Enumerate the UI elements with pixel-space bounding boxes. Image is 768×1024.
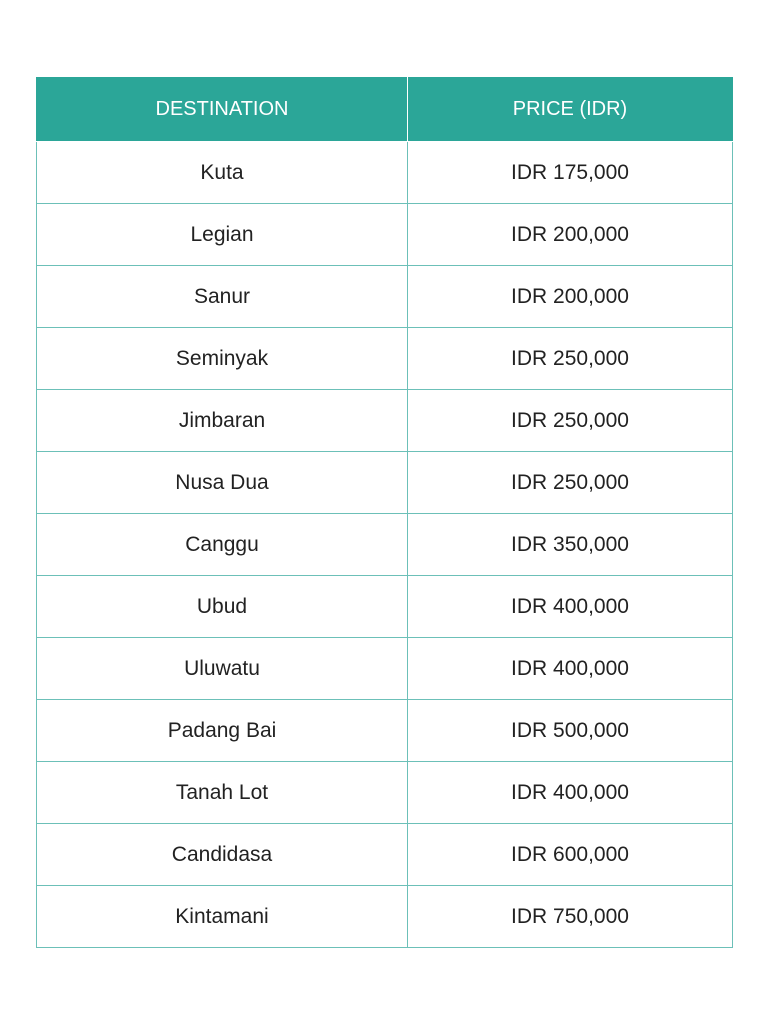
table-row <box>37 204 733 266</box>
price-cell: IDR 750,000 <box>408 886 733 948</box>
destination-cell: Ubud <box>37 576 408 638</box>
header-price: PRICE (IDR) <box>408 77 733 142</box>
price-table <box>36 77 733 948</box>
table-row <box>37 328 733 390</box>
price-cell: IDR 250,000 <box>408 390 733 452</box>
table-row <box>37 886 733 948</box>
price-cell: IDR 250,000 <box>408 452 733 514</box>
header-destination: DESTINATION <box>37 77 408 142</box>
destination-cell: Kuta <box>37 142 408 204</box>
price-cell: IDR 200,000 <box>408 204 733 266</box>
table-row <box>37 700 733 762</box>
price-table-container <box>36 77 732 948</box>
table-body <box>37 142 733 948</box>
price-cell: IDR 400,000 <box>408 576 733 638</box>
table-header <box>37 77 733 142</box>
table-row <box>37 142 733 204</box>
destination-cell: Sanur <box>37 266 408 328</box>
header-row <box>37 77 733 142</box>
price-cell: IDR 600,000 <box>408 824 733 886</box>
destination-cell: Legian <box>37 204 408 266</box>
price-cell: IDR 175,000 <box>408 142 733 204</box>
destination-cell: Canggu <box>37 514 408 576</box>
price-cell: IDR 400,000 <box>408 762 733 824</box>
destination-cell: Tanah Lot <box>37 762 408 824</box>
table-row <box>37 824 733 886</box>
destination-cell: Candidasa <box>37 824 408 886</box>
destination-cell: Seminyak <box>37 328 408 390</box>
destination-cell: Kintamani <box>37 886 408 948</box>
table-row <box>37 576 733 638</box>
table-row <box>37 390 733 452</box>
table-row <box>37 638 733 700</box>
price-cell: IDR 500,000 <box>408 700 733 762</box>
table-row <box>37 452 733 514</box>
price-cell: IDR 200,000 <box>408 266 733 328</box>
price-cell: IDR 400,000 <box>408 638 733 700</box>
table-row <box>37 762 733 824</box>
destination-cell: Padang Bai <box>37 700 408 762</box>
destination-cell: Jimbaran <box>37 390 408 452</box>
destination-cell: Nusa Dua <box>37 452 408 514</box>
destination-cell: Uluwatu <box>37 638 408 700</box>
price-cell: IDR 350,000 <box>408 514 733 576</box>
table-row <box>37 266 733 328</box>
price-cell: IDR 250,000 <box>408 328 733 390</box>
table-row <box>37 514 733 576</box>
